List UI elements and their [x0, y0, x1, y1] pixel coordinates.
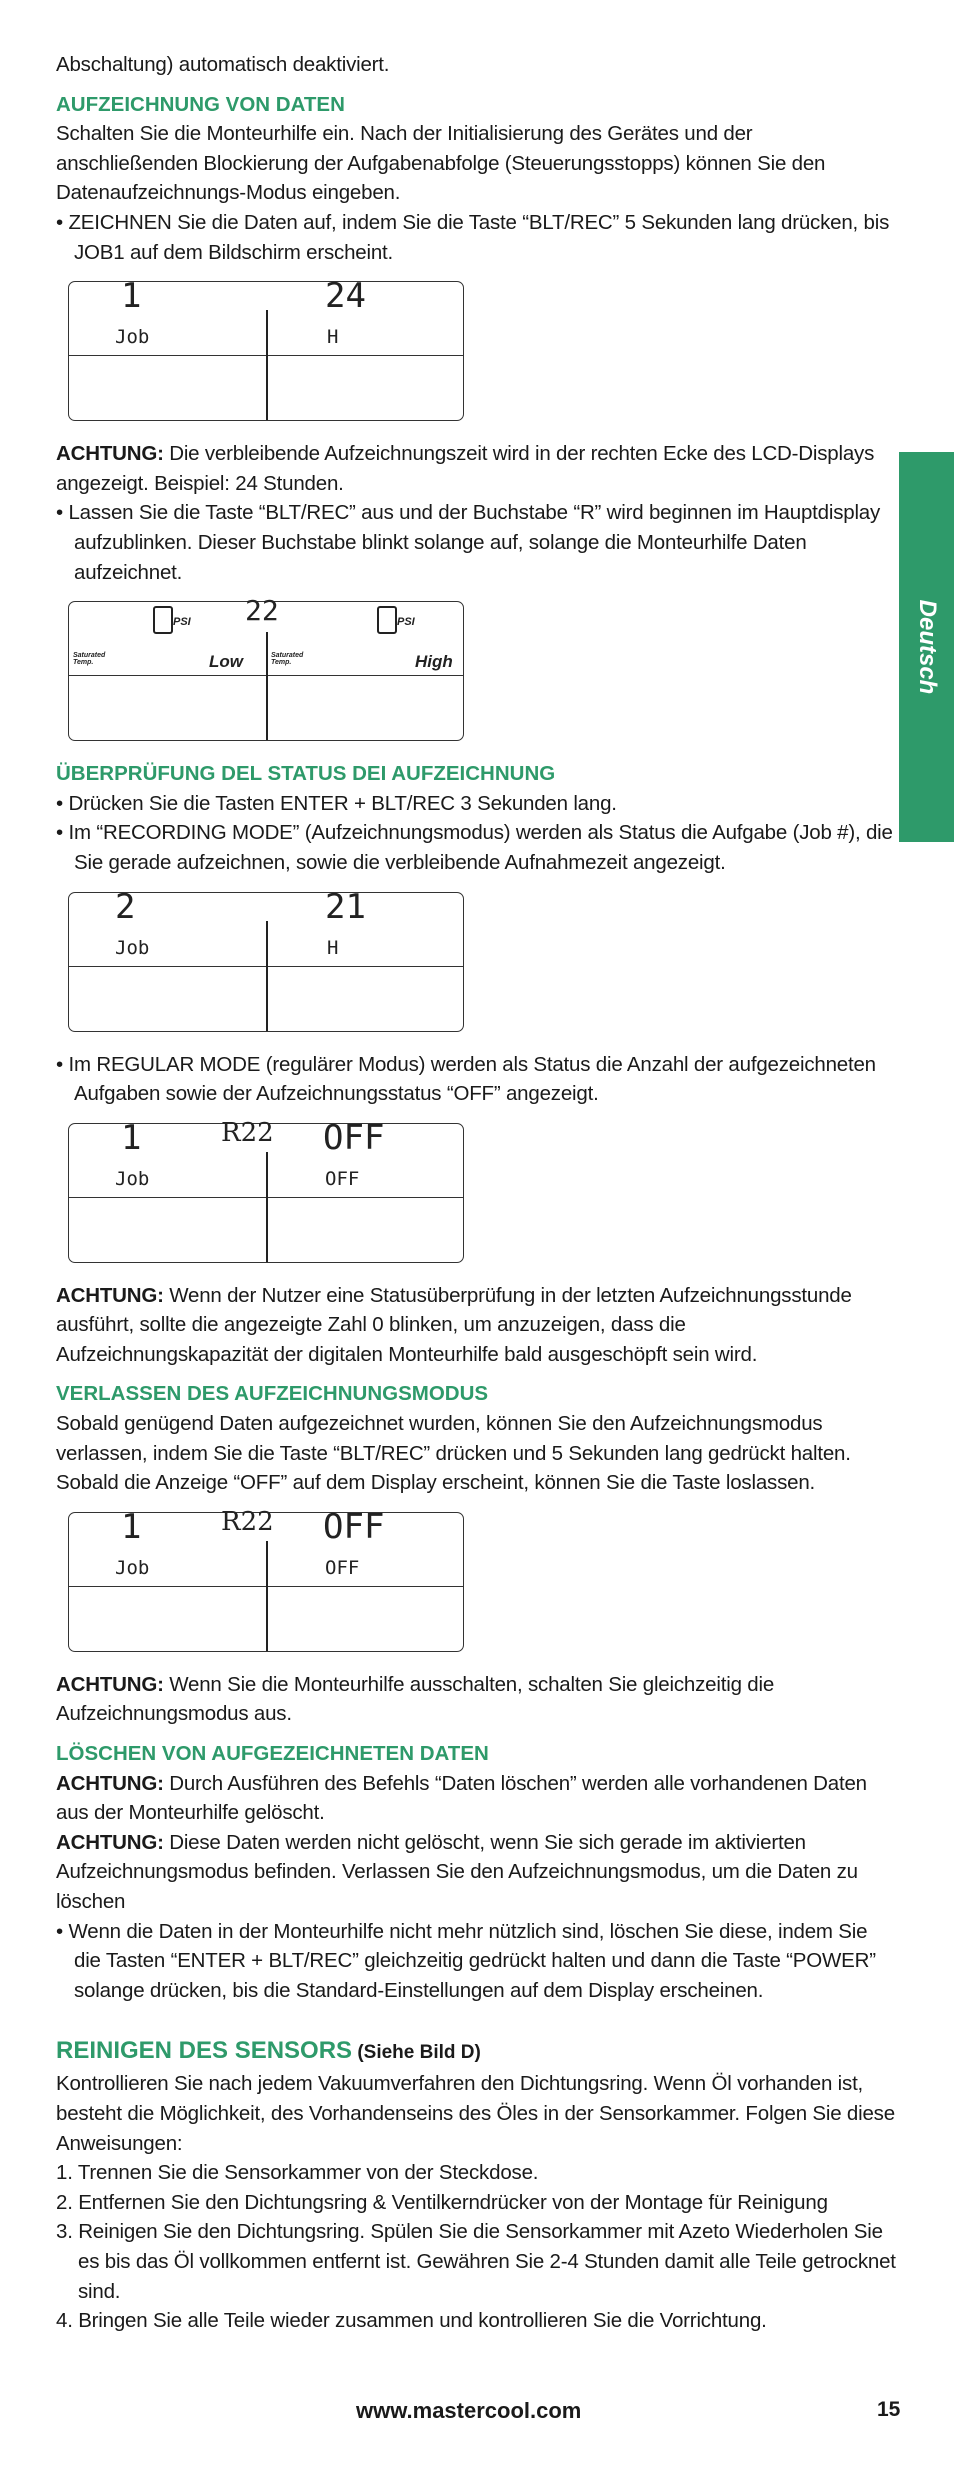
status-note [56, 1281, 896, 1370]
lcd-job-number: 2 [115, 886, 136, 927]
lcd-refrigerant: R22 [221, 1506, 274, 1537]
lcd-status-label: OFF [325, 1556, 360, 1579]
lcd-psi-left: PSI [173, 616, 191, 629]
heading-recording: AUFZEICHNUNG VON DATEN [56, 92, 345, 116]
heading-cleaning-text: REINIGEN DES SENSORS [56, 2037, 353, 2065]
lcd-divider [266, 1541, 268, 1651]
lcd-display-job2 [68, 886, 464, 1032]
note-text: Die verbleibende Aufzeichnungszeit wird in der rechten Ecke des LCD-Displays angezeigt. Beispiel: 24 Stunden. [56, 442, 875, 495]
cleaning-paragraph: Kontrollieren Sie nach jedem Vakuumverfahren den Dichtungsring. Wenn Öl vorhanden ist, besteht die Möglichkeit, des Vorhandenseins des Öles in der Sensorkammer. Folgen Sie diese Anweisungen: [56, 2072, 895, 2155]
note-label: ACHTUNG: [56, 1771, 164, 1795]
intro-text: Abschaltung) automatisch deaktiviert. [56, 53, 390, 76]
lcd-display-pressure [68, 594, 464, 741]
page-content [56, 50, 896, 2336]
lcd-display-exit [68, 1506, 464, 1652]
lcd-digit-box [153, 606, 173, 634]
lcd-job-label: Job [115, 1167, 150, 1190]
exit-paragraph: Sobald genügend Daten aufgezeichnet wurden, können Sie den Aufzeichnungsmodus verlassen, indem Sie die Taste “BLT/REC” drücken und 5 Sekunden lang gedrückt halten. Sobald die Anzeige “OFF” auf dem Display erscheint, können Sie die Taste loslassen. [56, 1412, 851, 1495]
note-label: ACHTUNG: [56, 1830, 164, 1854]
lcd-job-number: 1 [121, 1117, 142, 1158]
cleaning-step-4: 4. Bringen Sie alle Teile wieder zusammen und kontrollieren Sie die Vorrichtung. [56, 2309, 767, 2333]
status-bullet-2: • Im “RECORDING MODE” (Aufzeichnungsmodus) werden als Status die Aufgabe (Job #), die Sie gerade aufzeichnen, sowie die verbleibende Aufnahmezeit angezeigt. [56, 821, 893, 874]
heading-delete: LÖSCHEN VON AUFGEZEICHNETEN DATEN [56, 1742, 489, 1766]
lcd-refrigerant: 22 [245, 594, 279, 628]
exit-note [56, 1670, 896, 1729]
lcd-job-number: 1 [121, 276, 142, 317]
lcd-digit-box [377, 606, 397, 634]
note-text: Durch Ausführen des Befehls “Daten löschen” werden alle vorhandenen Daten aus der Monteurhilfe gelöscht. [56, 1771, 867, 1825]
lcd-divider [266, 1152, 268, 1262]
note-text: Diese Daten werden nicht gelöscht, wenn Sie sich gerade im aktivierten Aufzeichnungsmodus befinden. Verlassen Sie den Aufzeichnungsmodus, um die Daten zu löschen [56, 1830, 858, 1913]
lcd-display-job1 [68, 276, 464, 421]
lcd-saturated-left: Saturated [73, 652, 106, 660]
lcd-status-value: OFF [323, 1506, 385, 1547]
lcd-status-value: OFF [323, 1117, 385, 1158]
language-tab-label: Deutsch [913, 599, 941, 695]
language-tab [899, 452, 954, 842]
delete-note-1 [56, 1769, 896, 1828]
note-label: ACHTUNG: [56, 1283, 164, 1307]
note-label: ACHTUNG: [56, 442, 164, 466]
heading-cleaning-ref: (Siehe Bild D) [352, 2042, 481, 2064]
heading-cleaning [56, 2035, 896, 2069]
lcd-hours-value: 24 [325, 276, 366, 317]
note-label: ACHTUNG: [56, 1672, 164, 1696]
lcd-divider [266, 921, 268, 1031]
cleaning-step-2: 2. Entfernen Sie den Dichtungsring & Ventilkerndrücker von der Montage für Reinigung [56, 2190, 828, 2214]
recording-paragraph: Schalten Sie die Monteurhilfe ein. Nach der Initialisierung des Gerätes und der anschließenden Blockierung der Aufgabenabfolge (Steuerungsstopps) können Sie den Datenaufzeichnungs-Modus eingeben. [56, 122, 826, 205]
status-bullet-3: • Im REGULAR MODE (regulärer Modus) werden als Status die Anzahl der aufgezeichneten Aufgaben sowie der Aufzeichnungsstatus “OFF” angezeigt. [56, 1052, 876, 1106]
lcd-status-label: OFF [325, 1167, 360, 1190]
recording-bullet-2: • Lassen Sie die Taste “BLT/REC” aus und der Buchstabe “R” wird beginnen im Hauptdisplay aufzublinken. Dieser Buchstabe blinkt solange auf, solange die Monteurhilfe Daten aufzeichnet. [56, 501, 881, 584]
cleaning-step-3: 3. Reinigen Sie den Dichtungsring. Spülen Sie die Sensorkammer mit Azeto Wiederholen Sie es bis das Öl vollkommen entfernt ist. Gewähren Sie 2-4 Stunden damit alle Teile getrocknet sind. [56, 2220, 896, 2303]
lcd-job-label: Job [115, 326, 150, 349]
lcd-hours-label: H [327, 326, 339, 349]
lcd-job-number: 1 [121, 1506, 142, 1547]
status-bullet-1: • Drücken Sie die Tasten ENTER + BLT/REC 3 Sekunden lang. [56, 791, 617, 815]
lcd-divider [266, 310, 268, 420]
heading-exit: VERLASSEN DES AUFZEICHNUNGSMODUS [56, 1382, 489, 1406]
lcd-hours-value: 21 [325, 886, 366, 927]
note-text: Wenn Sie die Monteurhilfe ausschalten, schalten Sie gleichzeitig die Aufzeichnungsmodus aus. [56, 1672, 775, 1726]
lcd-saturated-right: Saturated [271, 652, 304, 660]
lcd-temp-right: Temp. [271, 659, 292, 667]
lcd-hours-label: H [327, 936, 339, 959]
cleaning-step-1: 1. Trennen Sie die Sensorkammer von der Steckdose. [56, 2161, 539, 2185]
lcd-job-label: Job [115, 936, 150, 959]
recording-note [56, 439, 896, 498]
lcd-high-label: High [415, 652, 453, 672]
page-number: 15 [877, 2398, 901, 2421]
footer-url: www.mastercool.com [356, 2398, 582, 2423]
delete-bullet: • Wenn die Daten in der Monteurhilfe nicht mehr nützlich sind, löschen Sie diese, indem Sie die Tasten “ENTER + BLT/REC” gleichzeitig gedrückt halten und dann die Taste “POWER” solange drücken, bis die Standard-Einstellungen auf dem Display erscheinen. [56, 1919, 876, 2002]
lcd-job-label: Job [115, 1556, 150, 1579]
lcd-display-off [68, 1117, 464, 1263]
lcd-low-label: Low [209, 652, 243, 672]
lcd-refrigerant: R22 [221, 1117, 274, 1148]
delete-note-2 [56, 1828, 896, 1917]
recording-bullet-1: • ZEICHNEN Sie die Daten auf, indem Sie die Taste “BLT/REC” 5 Sekunden lang drücken, bis JOB1 auf dem Bildschirm erscheint. [56, 210, 890, 264]
lcd-divider [266, 632, 268, 740]
lcd-temp-left: Temp. [73, 659, 94, 667]
heading-status: ÜBERPRÜFUNG DEL STATUS DEI AUFZEICHNUNG [56, 762, 556, 786]
lcd-psi-right: PSI [397, 616, 415, 629]
note-text: Wenn der Nutzer eine Statusüberprüfung in der letzten Aufzeichnungsstunde ausführt, sollte die angezeigte Zahl 0 blinken, um anzuzeigen, dass die Aufzeichnungskapazität der digitalen Monteurhilfe bald ausgeschöpft sein wird. [56, 1283, 852, 1366]
